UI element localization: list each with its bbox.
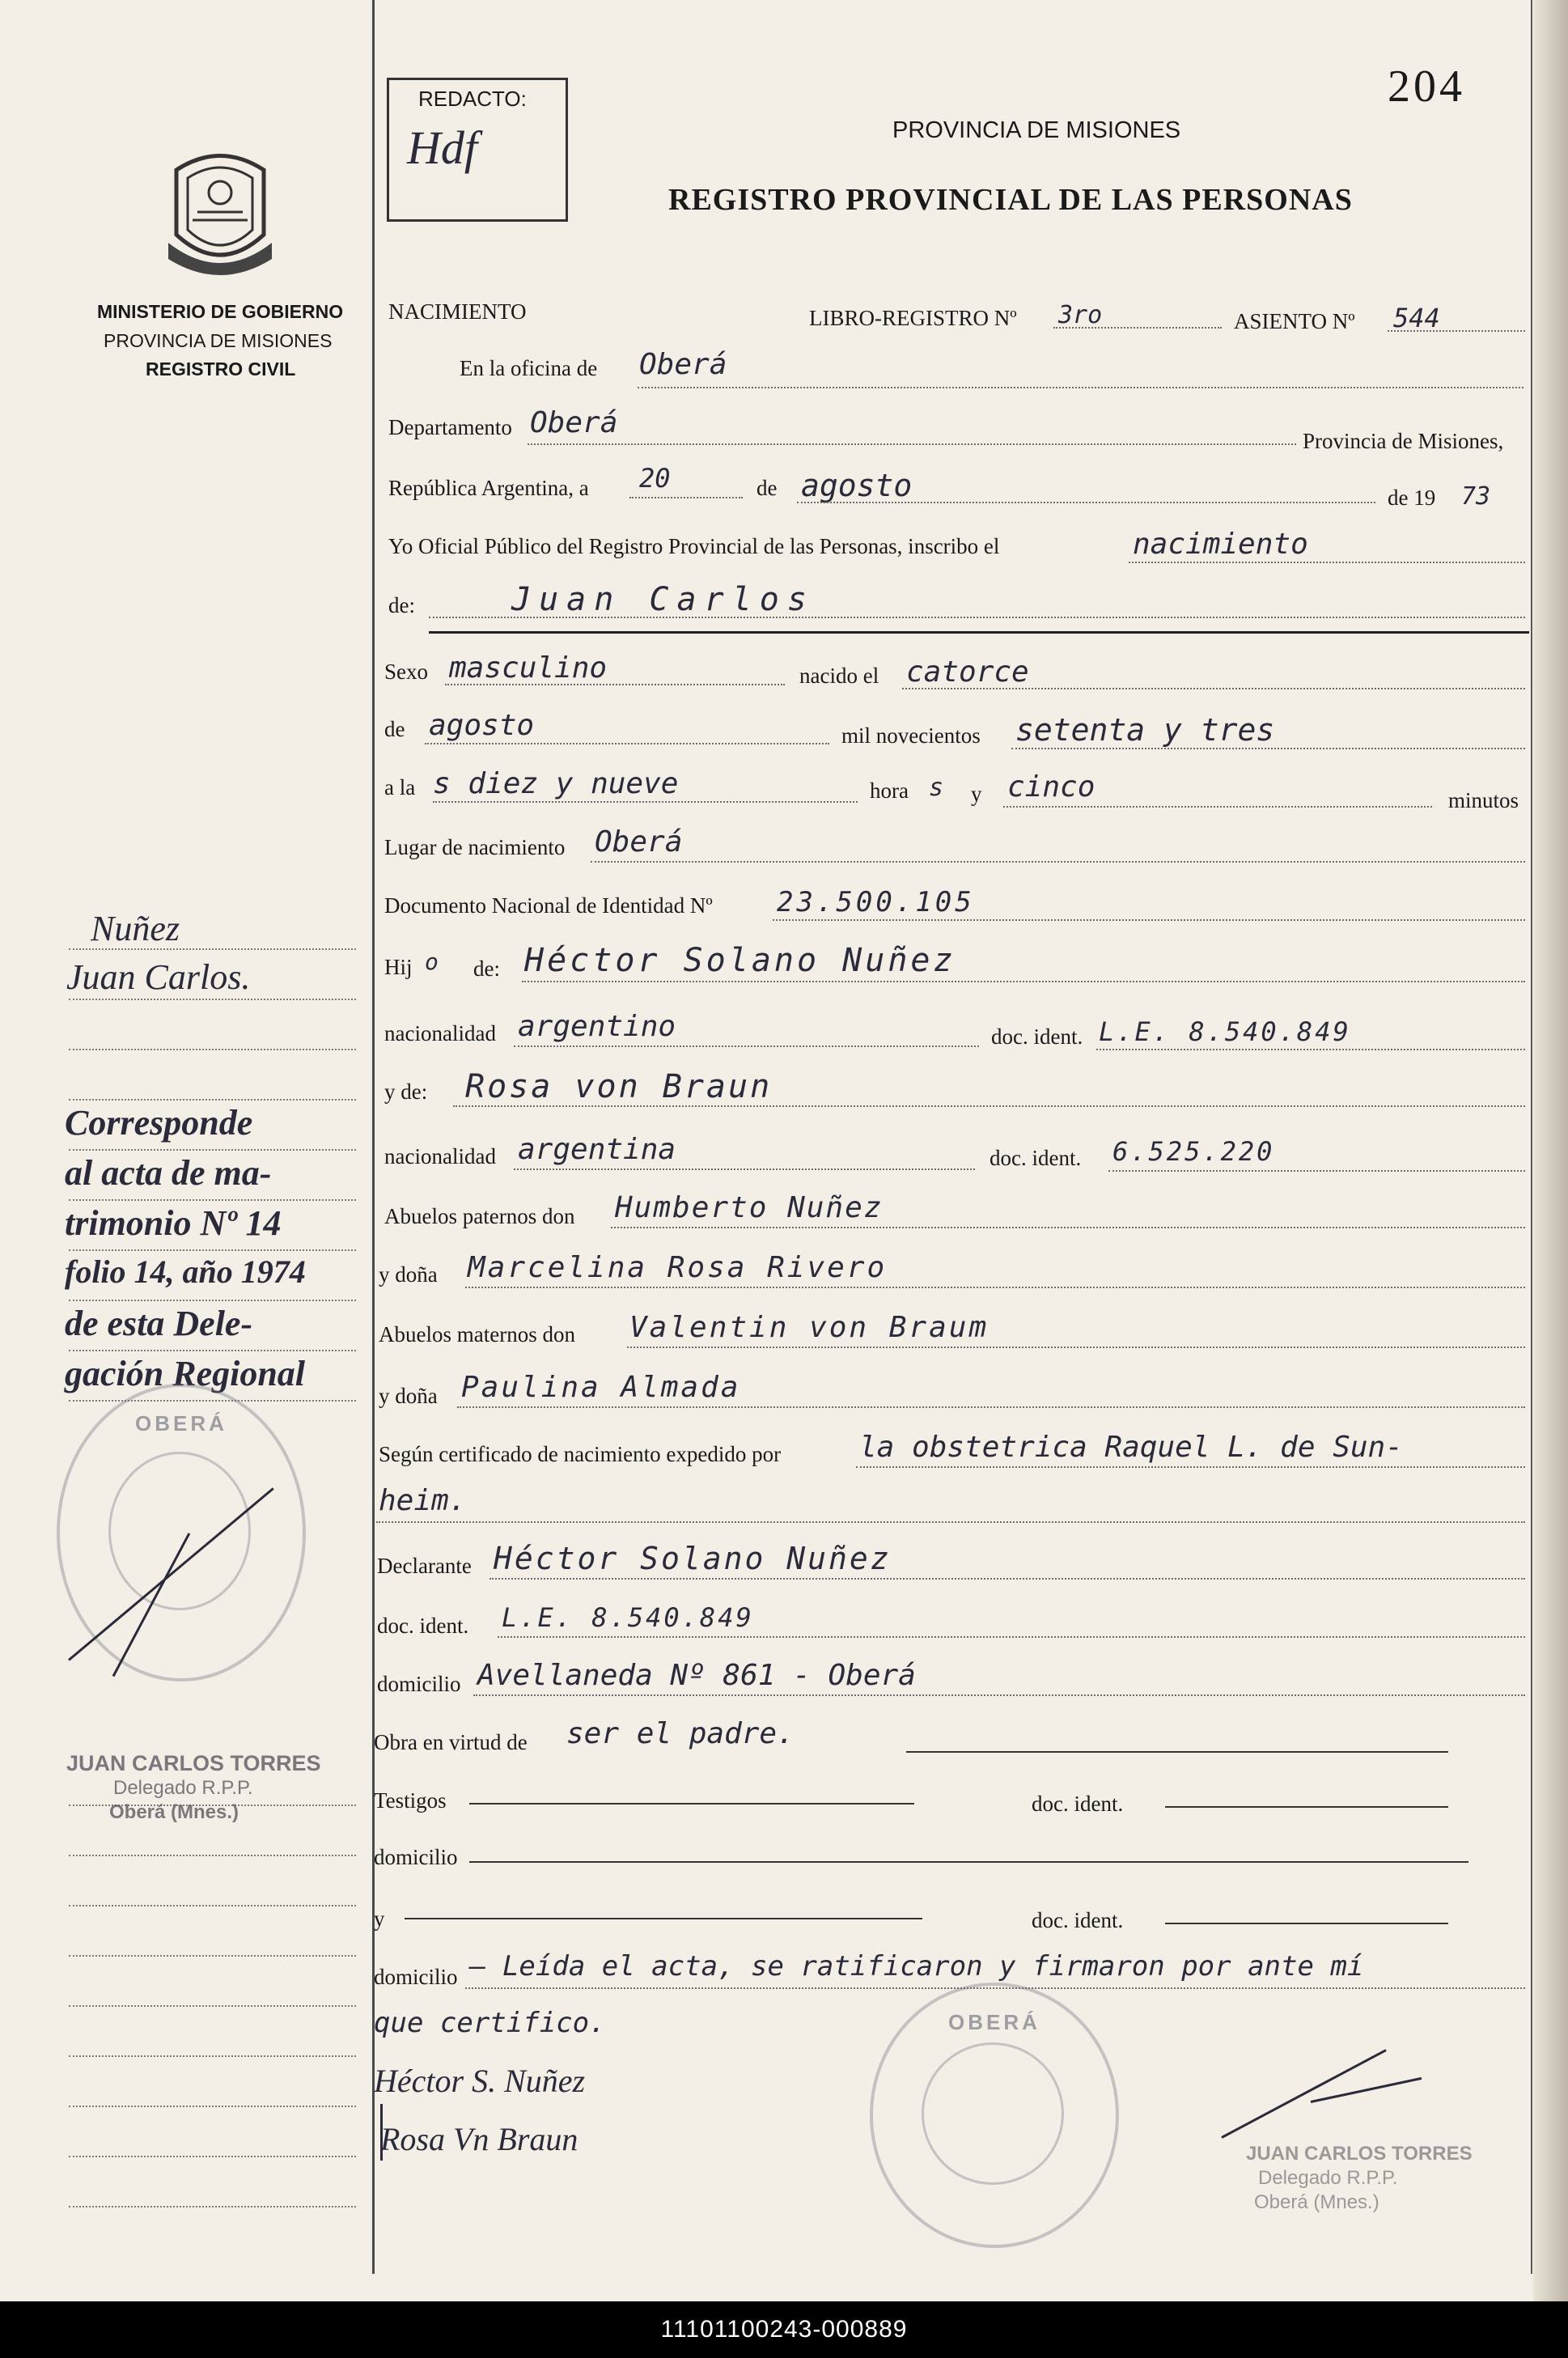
minutes-value: cinco: [1007, 770, 1095, 804]
margin-line: [69, 2156, 356, 2157]
lugar-value: Oberá: [595, 825, 683, 859]
year-value: 73: [1461, 482, 1491, 511]
domicilio-label: domicilio: [377, 1672, 461, 1696]
name-underline: [429, 631, 1529, 634]
abm2-line: [457, 1406, 1525, 1408]
hij-suffix: o: [425, 948, 439, 975]
nacido-line: [902, 688, 1525, 689]
margin-line: [69, 2106, 356, 2107]
nac1-line: [514, 1045, 979, 1047]
margin-note-line: folio 14, año 1974: [65, 1253, 306, 1290]
mil-label: mil novecientos: [841, 723, 981, 748]
asiento-label: ASIENTO Nº: [1234, 309, 1355, 333]
docd-value: L.E. 8.540.849: [502, 1602, 754, 1633]
document-id-footer: 11101100243-000889: [0, 2301, 1568, 2358]
abm-line: [627, 1347, 1525, 1348]
signature-mark: [380, 2104, 391, 2161]
oficina-value: Oberá: [639, 348, 727, 381]
abm-label: Abuelos maternos don: [379, 1322, 575, 1347]
obra-value: ser el padre.: [566, 1717, 795, 1750]
ministry-line3: REGISTRO CIVIL: [146, 358, 296, 380]
day-line: [629, 497, 743, 498]
month-line: [797, 502, 1375, 503]
domicilio3-label: domicilio: [374, 1965, 458, 1989]
nac2-label: nacionalidad: [384, 1144, 496, 1168]
mil-value: setenta y tres: [1015, 712, 1275, 748]
declarante-value: Héctor Solano Nuñez: [494, 1541, 892, 1576]
margin-line: [69, 1149, 356, 1151]
month2-line: [425, 743, 829, 744]
doc3-label: doc. ident.: [1032, 1792, 1124, 1816]
margin-surname: Nuñez: [91, 909, 180, 948]
closing-value: – Leída el acta, se ratificaron y firmaron por ante mí: [469, 1950, 1364, 1983]
sexo-label: Sexo: [384, 659, 428, 684]
margin-line: [69, 1249, 356, 1251]
nac2-line: [514, 1168, 975, 1170]
cert-label: Según certificado de nacimiento expedido por: [379, 1442, 782, 1466]
seal-text-margin: OBERÁ: [135, 1411, 227, 1436]
nacido-value: catorce: [906, 655, 1029, 689]
mother-name: Rosa von Braun: [465, 1068, 773, 1105]
cert-line: [856, 1466, 1525, 1468]
seal-inner-ring: [922, 2042, 1064, 2185]
margin-rule: [372, 0, 375, 2274]
testigos-label: Testigos: [374, 1788, 447, 1813]
hour-line: [433, 801, 858, 803]
doc1-value: L.E. 8.540.849: [1099, 1016, 1351, 1047]
stamp-name-margin: JUAN CARLOS TORRES: [66, 1751, 321, 1775]
month2-value: agosto: [429, 709, 535, 742]
doc2-value: 6.525.220: [1112, 1136, 1275, 1167]
horas-label: hora: [870, 778, 909, 803]
nac2-value: argentina: [518, 1133, 676, 1166]
redacto-label: REDACTO:: [418, 87, 527, 111]
name-line: [429, 617, 1525, 618]
ministry-line2: PROVINCIA DE MISIONES: [104, 330, 333, 351]
oficial-text: Yo Oficial Público del Registro Provincial de las Personas, inscribo el: [388, 534, 1000, 558]
declarante-label: Declarante: [377, 1554, 472, 1578]
y2-label: y: [374, 1906, 385, 1931]
abp-value: Humberto Nuñez: [615, 1191, 884, 1224]
seal-inner-ring: [108, 1452, 251, 1610]
abm2-value: Paulina Almada: [461, 1371, 741, 1404]
cert-value: la obstetrica Raquel L. de Sun-: [859, 1431, 1403, 1464]
stamp-name-bottom: JUAN CARLOS TORRES: [1246, 2143, 1473, 2165]
margin-note-line: gación Regional: [65, 1354, 306, 1393]
declarante-line: [489, 1578, 1525, 1580]
margin-line: [69, 1350, 356, 1351]
domicilio-value: Avellaneda Nº 861 - Oberá: [477, 1659, 916, 1692]
nac1-label: nacionalidad: [384, 1021, 496, 1045]
name-prefix: de:: [388, 593, 415, 617]
margin-line: [69, 999, 356, 1000]
day-value: 20: [639, 463, 671, 494]
stamp-role-margin: Delegado R.P.P.: [113, 1777, 253, 1799]
official-seal-bottom: [870, 1983, 1119, 2248]
redacto-value: Hdf: [407, 121, 477, 174]
province-title: PROVINCIA DE MISIONES: [892, 117, 1181, 143]
republica-label: República Argentina, a: [388, 476, 589, 500]
yd2-label: y doña: [379, 1384, 438, 1408]
domicilio-line: [473, 1694, 1525, 1696]
registry-title: REGISTRO PROVINCIAL DE LAS PERSONAS: [668, 183, 1353, 217]
hour-value: s diez y nueve: [433, 767, 679, 800]
nacido-label: nacido el: [799, 664, 879, 688]
folio-number: 204: [1388, 61, 1465, 112]
cert-value2: heim.: [379, 1484, 467, 1517]
act-type: NACIMIENTO: [388, 299, 527, 324]
father-line: [522, 981, 1525, 982]
testigos-line: [469, 1803, 914, 1805]
page-edge: [1533, 0, 1568, 2301]
doc3-line: [1165, 1806, 1448, 1808]
minutes-line: [1003, 806, 1432, 808]
closing-value2: que certifico.: [374, 2007, 606, 2039]
margin-line: [69, 1049, 356, 1050]
seal-text-bottom: OBERÁ: [948, 2010, 1040, 2034]
dni-label: Documento Nacional de Identidad Nº: [384, 893, 713, 918]
docd-line: [498, 1636, 1525, 1638]
child-name: Juan Carlos: [511, 581, 815, 618]
ministry-line1: MINISTERIO DE GOBIERNO: [97, 301, 344, 322]
father-name: Héctor Solano Nuñez: [524, 942, 956, 979]
oficial-value: nacimiento: [1133, 528, 1308, 561]
hij-de-label: de:: [473, 956, 500, 981]
yd1-label: y doña: [379, 1262, 438, 1287]
month-value: agosto: [801, 468, 913, 503]
stamp-place-margin: Oberá (Mnes.): [109, 1801, 239, 1823]
lugar-label: Lugar de nacimiento: [384, 835, 566, 859]
mil-line: [1011, 748, 1525, 749]
margin-note-line: de esta Dele-: [65, 1304, 253, 1343]
y2-line: [405, 1918, 922, 1919]
oficial-line: [1129, 562, 1525, 563]
domicilio2-line: [469, 1861, 1468, 1863]
nac1-value: argentino: [518, 1010, 676, 1043]
de-label: de: [756, 476, 778, 500]
margin-note-line: Corresponde: [65, 1103, 253, 1143]
abp-line: [611, 1227, 1525, 1228]
minutos-label: minutos: [1448, 788, 1519, 812]
lugar-line: [591, 861, 1525, 863]
asiento-line: [1388, 330, 1525, 332]
oficina-line: [638, 387, 1524, 388]
abm-value: Valentin von Braum: [629, 1311, 990, 1344]
margin-note-line: trimonio Nº 14: [65, 1203, 282, 1243]
stamp-place-bottom: Oberá (Mnes.): [1254, 2191, 1379, 2213]
de2-label: de: [384, 717, 405, 741]
dni-line: [773, 919, 1525, 921]
departamento-label: Departamento: [388, 415, 512, 439]
margin-line: [69, 1855, 356, 1856]
margin-line: [69, 2055, 356, 2057]
province-emblem: [160, 146, 280, 275]
docd-label: doc. ident.: [377, 1614, 469, 1638]
right-rule: [1531, 0, 1532, 2274]
departamento-line: [528, 443, 1296, 445]
cert-line2: [376, 1521, 1525, 1523]
margin-line: [69, 2005, 356, 2007]
stamp-role-bottom: Delegado R.P.P.: [1258, 2167, 1398, 2189]
abp2-value: Marcelina Rosa Rivero: [468, 1251, 888, 1284]
sexo-value: masculino: [449, 651, 608, 685]
libro-value: 3ro: [1058, 301, 1103, 329]
doc1-line: [1096, 1049, 1525, 1050]
doc4-label: doc. ident.: [1032, 1908, 1124, 1932]
margin-line: [69, 2206, 356, 2207]
doc2-label: doc. ident.: [990, 1146, 1082, 1170]
libro-line: [1053, 327, 1222, 329]
hij-label: Hij: [384, 955, 413, 979]
oficina-label: En la oficina de: [460, 356, 598, 380]
dni-value: 23.500.105: [777, 886, 975, 918]
doc1-label: doc. ident.: [991, 1024, 1083, 1049]
margin-line: [69, 1199, 356, 1201]
margin-line: [69, 1955, 356, 1957]
domicilio2-label: domicilio: [374, 1845, 458, 1869]
provincia-label: Provincia de Misiones,: [1303, 429, 1504, 453]
y-label: y: [971, 782, 982, 806]
abp2-line: [465, 1287, 1525, 1288]
margin-line: [69, 1905, 356, 1906]
margin-line: [69, 1300, 356, 1301]
redacto-box: [387, 78, 568, 222]
libro-label: LIBRO-REGISTRO Nº: [809, 306, 1017, 330]
sexo-line: [445, 684, 785, 685]
margin-given-name: Juan Carlos.: [66, 957, 251, 997]
obra-label: Obra en virtud de: [374, 1730, 528, 1754]
asiento-value: 544: [1393, 303, 1440, 333]
margin-note-line: al acta de ma-: [65, 1153, 272, 1193]
signature-father: Héctor S. Nuñez: [374, 2063, 586, 2099]
abp-label: Abuelos paternos don: [384, 1204, 575, 1228]
margin-line: [69, 1099, 356, 1101]
doc4-line: [1165, 1923, 1448, 1924]
horas-suffix: s: [929, 774, 944, 802]
year-prefix: de 19: [1388, 486, 1436, 510]
alas-label: a la: [384, 775, 416, 799]
mother-line: [453, 1105, 1525, 1107]
doc2-line: [1108, 1170, 1525, 1172]
signature-mother: Rosa Vn Braun: [380, 2121, 578, 2157]
yde-label: y de:: [384, 1079, 428, 1104]
obra-line: [906, 1751, 1448, 1753]
departamento-value: Oberá: [530, 406, 618, 439]
